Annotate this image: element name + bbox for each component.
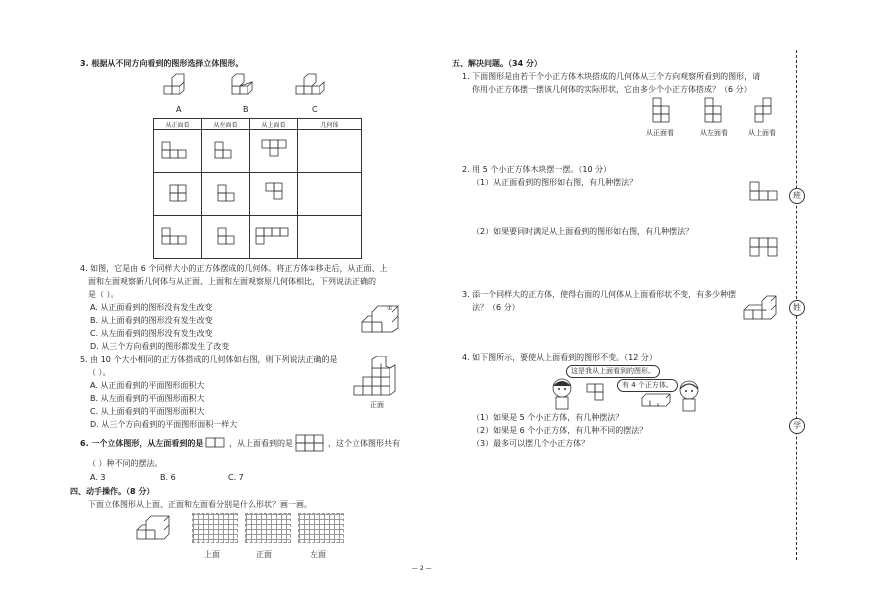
speech-bubble-count: 有 4 个正方体。	[617, 379, 678, 392]
s5-q3-figure	[742, 290, 787, 324]
section4-solid-figure	[135, 512, 180, 544]
option-b-label: B	[243, 105, 249, 114]
q5-option-b[interactable]: B. 从左面看到的平面图形面积大	[90, 394, 205, 403]
q6-option-c[interactable]: C. 7	[228, 473, 244, 482]
answer-cell[interactable]	[298, 173, 362, 216]
q6-left-view-shape	[205, 436, 227, 452]
top-view-grid-shape	[585, 380, 615, 404]
s5-q3-line1: 3. 添一个同样大的正方体，使得右面的几何体从上面看形状不变，有多少种摆	[462, 290, 737, 299]
table-header: 从正面看	[154, 119, 202, 130]
girl-avatar-icon	[676, 378, 702, 412]
q5-figure-label: 正面	[370, 401, 384, 409]
left-view-label: 左面	[310, 550, 326, 559]
s5-q3-line2: 法？（6 分）	[472, 303, 520, 312]
s5-q4-title: 4. 如下图所示，要使从上面看到的图形不变。（12 分）	[462, 353, 657, 362]
q6-text-a: 6. 一个立体图形，从左面看到的是	[80, 439, 204, 448]
view-shape	[202, 216, 250, 259]
s5-q4-part3: （3）最多可以摆几个小正方体？	[472, 439, 590, 448]
table-header: 几何体	[298, 119, 362, 130]
s5-q1-label-left: 从左面看	[700, 129, 728, 137]
option-c-label: C	[312, 105, 318, 114]
answer-cell[interactable]	[298, 130, 362, 173]
q4-option-c[interactable]: C. 从左面看到的图形没有发生改变	[90, 329, 213, 338]
name-seal: 姓	[789, 300, 805, 316]
s5-q4-cube-figure	[640, 388, 680, 410]
s5-q4-part1: （1）如果是 5 个小正方体，有几种摆法？	[472, 413, 624, 422]
q5-option-a[interactable]: A. 从正面看到的平面图形面积大	[90, 381, 205, 390]
q4-option-b[interactable]: B. 从上面看到的图形没有发生改变	[90, 316, 213, 325]
boy-avatar-icon	[548, 376, 576, 410]
s5-q2-title: 2. 用 5 个小正方体木块摆一摆。（10 分）	[462, 165, 612, 174]
q3-title: 3. 根据从不同方向看到的图形选择立体图形。	[80, 59, 244, 68]
section5-title: 五、解决问题。（34 分）	[452, 59, 542, 68]
q6-top-view-shape	[295, 434, 325, 452]
q5-option-c[interactable]: C. 从上面看到的平面图形面积大	[90, 407, 205, 416]
table-header: 从上面看	[250, 119, 298, 130]
q4-line3: 是（ ）。	[88, 290, 119, 299]
table-header: 从左面看	[202, 119, 250, 130]
view-shape	[250, 130, 298, 173]
option-a-label: A	[176, 105, 182, 114]
school-seal: 学	[789, 418, 805, 434]
section4-title: 四、动手操作。（8 分）	[70, 487, 155, 496]
s5-q4-part2: （2）如果是 6 个小正方体，有几种不同的摆法？	[472, 426, 648, 435]
front-view-drawing-grid[interactable]	[245, 513, 291, 543]
view-shape	[154, 130, 202, 173]
view-shape	[202, 130, 250, 173]
s5-q2-top-view-shape	[748, 236, 782, 258]
answer-cell[interactable]	[298, 216, 362, 259]
svg-text:①: ①	[387, 305, 393, 312]
q6-text-b: ，从上面看到的是	[229, 439, 293, 448]
q6-line2: （ ）种不同的摆法。	[88, 459, 163, 468]
class-seal: 班	[789, 188, 805, 204]
view-shape	[250, 173, 298, 216]
s5-q1-view-shapes	[645, 96, 785, 128]
q6-option-b[interactable]: B. 6	[160, 473, 176, 482]
q4-line1: 4. 如图，它是由 6 个同样大小的正方体摆成的几何体。将正方体①移走后，从正面、上	[80, 264, 388, 273]
q6-option-a[interactable]: A. 3	[90, 473, 106, 482]
q4-option-a[interactable]: A. 从正面看到的图形没有发生改变	[90, 303, 213, 312]
q3-solid-figures	[160, 72, 340, 104]
s5-q1-label-top: 从上面看	[748, 129, 776, 137]
q4-line2: 面和左面观察新几何体与从正面、上面和左面观察原几何体相比，下列说法正确的	[88, 277, 376, 286]
view-shape	[154, 173, 202, 216]
view-shape	[250, 216, 298, 259]
top-view-drawing-grid[interactable]	[192, 513, 238, 543]
q4-figure	[360, 300, 410, 340]
q5-figure	[350, 356, 410, 402]
q6-text-c: ，这个立体图形共有	[328, 439, 400, 448]
s5-q2-part1: （1）从正面看到的图形如右图，有几种摆法？	[472, 178, 638, 187]
q3-view-table	[153, 118, 362, 259]
page-number: — 2 —	[412, 565, 432, 572]
s5-q2-part2: （2）如果要同时满足从上面看到的图形如右图，有几种摆法？	[472, 227, 694, 236]
s5-q1-line2: 你用小正方体摆一摆该几何体的实际形状，它由多少个小正方体搭成？（6 分）	[472, 85, 752, 94]
speech-bubble-top-view: 这是我从上面看到的图形。	[566, 365, 660, 378]
view-shape	[202, 173, 250, 216]
s5-q1-label-front: 从正面看	[646, 129, 674, 137]
q5-option-d[interactable]: D. 从三个方向看到的平面图形面积一样大	[90, 420, 238, 429]
left-view-drawing-grid[interactable]	[298, 513, 344, 543]
q5-line1: 5. 由 10 个大小相同的正方体搭成的几何体如右图，则下列说法正确的是	[80, 355, 338, 364]
top-view-label: 上面	[204, 550, 220, 559]
view-shape	[154, 216, 202, 259]
s5-q2-front-view-shape	[748, 180, 782, 202]
front-view-label: 正面	[256, 550, 272, 559]
section4-instruction: 下面立体图形从上面、正面和左面看分别是什么形状？画一画。	[88, 500, 312, 509]
s5-q1-line1: 1. 下面图形是由若干个小正方体木块搭成的几何体从三个方向观察所看到的图形，请	[462, 72, 761, 81]
q5-line2: （ ）。	[88, 368, 111, 377]
q4-option-d[interactable]: D. 从三个方向看到的图形都发生了改变	[90, 342, 230, 351]
